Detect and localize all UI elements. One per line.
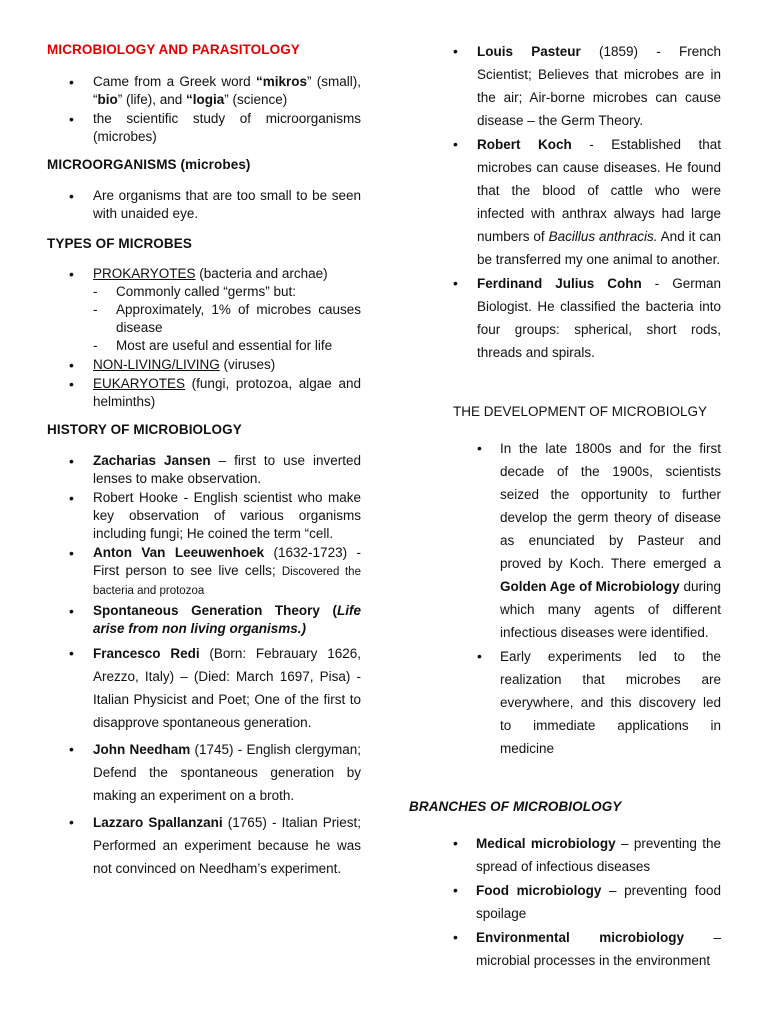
sub-item: - Approximately, 1% of microbes causes disease [93, 301, 361, 337]
list-item: • Came from a Greek word “mikros” (small), “bio” (life), and “logia” (science) [47, 73, 361, 109]
list-item: • Spontaneous Generation Theory (Life arise from non living organisms.) [47, 602, 361, 638]
list-item: • In the late 1800s and for the first decade of the 1900s, scientists seized the opportunity to further develop the germ theory of disease as enunciated by Pasteur and proved by Koch. There emerged a Golden Age of Microbiology during which many agents of different infectious diseases were identified. [453, 437, 721, 644]
microorganisms-list [47, 187, 361, 224]
list-item: • Environmental microbiology – microbial processes in the environment [430, 926, 721, 972]
list-item: • NON-LIVING/LIVING (viruses) [47, 356, 361, 374]
section-heading-types: TYPES OF MICROBES [47, 236, 192, 251]
list-item: • Food microbiology – preventing food spoilage [430, 879, 721, 925]
types-list [47, 265, 361, 412]
list-item: • EUKARYOTES (fungi, protozoa, algae and helminths) [47, 375, 361, 411]
list-item: • Francesco Redi (Born: Febrauary 1626, Arezzo, Italy) – (Died: March 1697, Pisa) - Italian Physicist and Poet; One of the first to disapprove spontaneous generation. [47, 642, 361, 734]
list-item: • the scientific study of microorganisms (microbes) [47, 110, 361, 146]
section-heading-history: HISTORY OF MICROBIOLOGY [47, 422, 242, 437]
list-item: • John Needham (1745) - English clergyman; Defend the spontaneous generation by making an experiment on a broth. [47, 738, 361, 807]
intro-list [47, 73, 361, 147]
list-item: • Anton Van Leeuwenhoek (1632-1723) - First person to see live cells; Discovered the bacteria and protozoa [47, 544, 361, 600]
sub-item: - Commonly called “germs” but: [93, 283, 361, 301]
prokaryotes-sublist [93, 283, 361, 355]
list-item: • Ferdinand Julius Cohn - German Biologist. He classified the bacteria into four groups: spherical, short rods, threads and spirals. [453, 272, 721, 364]
list-item: • Lazzaro Spallanzani (1765) - Italian Priest; Performed an experiment because he was not convinced on Needham’s experiment. [47, 811, 361, 880]
list-item: • Early experiments led to the realization that microbes are everywhere, and this discovery led to immediate applications in medicine [453, 645, 721, 760]
list-item: • Are organisms that are too small to be seen with unaided eye. [47, 187, 361, 223]
document-title: MICROBIOLOGY AND PARASITOLOGY [47, 42, 300, 57]
list-item: • Zacharias Jansen – first to use inverted lenses to make observation. [47, 452, 361, 488]
branches-list [430, 832, 721, 973]
history-list [47, 452, 361, 881]
list-item: • PROKARYOTES (bacteria and archae) - Commonly called “germs” but: - Approximately, 1% of microbes causes disease - Most are useful and essential for life [47, 265, 361, 355]
section-heading-branches: BRANCHES OF MICROBIOLOGY [409, 799, 622, 814]
sub-item: - Most are useful and essential for life [93, 337, 361, 355]
list-item: • Robert Koch - Established that microbes can cause diseases. He found that the blood of cattle who were infected with anthrax always had large numbers of Bacillus anthracis. And it can be transferred my one animal to another. [453, 133, 721, 271]
section-heading-development: THE DEVELOPMENT OF MICROBIOLGY [453, 404, 708, 419]
section-heading-microorganisms: MICROORGANISMS (microbes) [47, 157, 251, 172]
list-item: • Medical microbiology – preventing the spread of infectious diseases [430, 832, 721, 878]
scientists-list [453, 40, 721, 365]
list-item: • Louis Pasteur (1859) - French Scientist; Believes that microbes are in the air; Air-borne microbes can cause disease – the Germ Theory. [453, 40, 721, 132]
development-list [453, 437, 721, 761]
list-item: • Robert Hooke - English scientist who make key observation of various organisms including fungi; He coined the term “cell. [47, 489, 361, 543]
